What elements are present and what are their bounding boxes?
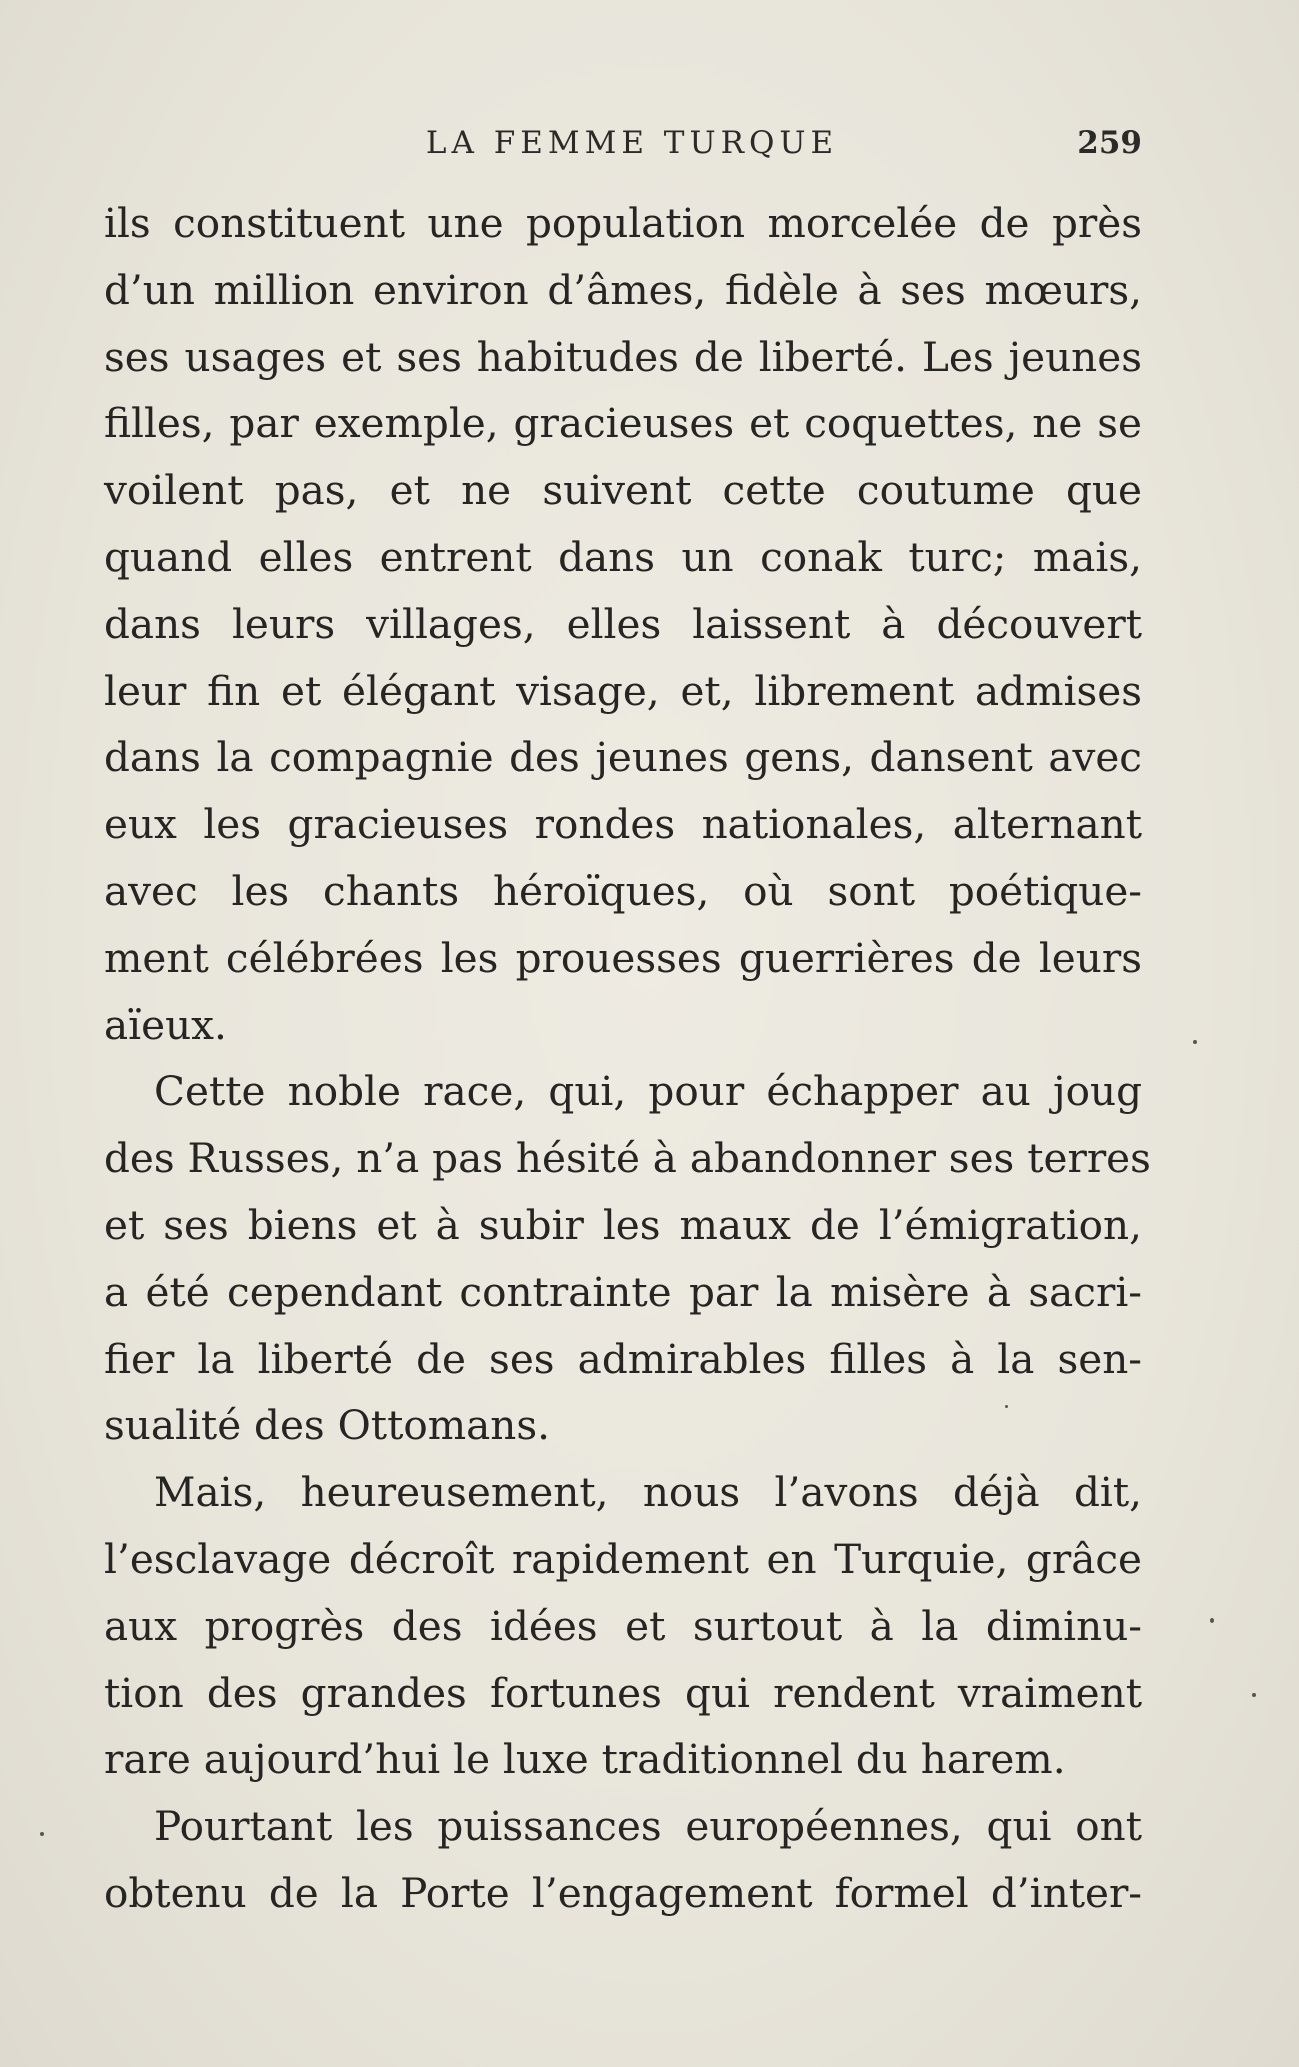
text-line: filles, par exemple, gracieuses et coquettes, ne se xyxy=(104,399,1142,448)
text-line: voilent pas, et ne suivent cette coutume que xyxy=(104,466,1142,515)
paper-speck xyxy=(1252,1693,1256,1697)
text-line: d’un million environ d’âmes, fidèle à ses mœurs, xyxy=(104,265,1142,314)
text-line: ses usages et ses habitudes de liberté. Les jeunes xyxy=(104,332,1142,381)
text-line: aux progrès des idées et surtout à la diminu- xyxy=(104,1601,1142,1650)
text-line: Mais, heureusement, nous l’avons déjà dit, xyxy=(154,1468,1142,1517)
page-number: 259 xyxy=(1077,125,1142,161)
text-line: l’esclavage décroît rapidement en Turquie, grâce xyxy=(104,1534,1142,1583)
text-line: ment célébrées les prouesses guerrières de leurs xyxy=(104,933,1142,982)
paper-speck xyxy=(1005,1405,1008,1408)
text-line: des Russes, n’a pas hésité à abandonner ses terres xyxy=(104,1134,1151,1183)
text-line: a été cependant contrainte par la misère à sacri- xyxy=(104,1267,1142,1316)
text-line: tion des grandes fortunes qui rendent vraiment xyxy=(104,1668,1142,1717)
text-line: obtenu de la Porte l’engagement formel d’inter- xyxy=(104,1868,1142,1917)
paper-speck xyxy=(1210,1618,1214,1623)
body-text xyxy=(104,190,1151,1927)
text-line: rare aujourd’hui le luxe traditionnel du harem. xyxy=(104,1735,1066,1784)
text-line: eux les gracieuses rondes nationales, alternant xyxy=(104,800,1142,849)
text-line: leur fin et élégant visage, et, librement admises xyxy=(104,666,1142,715)
text-line: Cette noble race, qui, pour échapper au joug xyxy=(154,1067,1142,1116)
paper-speck xyxy=(1193,1040,1197,1044)
text-line: et ses biens et à subir les maux de l’émigration, xyxy=(104,1200,1142,1249)
text-line: dans leurs villages, elles laissent à découvert xyxy=(104,599,1142,648)
paragraph xyxy=(104,190,1142,1058)
paragraph xyxy=(104,1793,1142,1927)
text-line: sualité des Ottomans. xyxy=(104,1401,551,1450)
running-title: LA FEMME TURQUE xyxy=(425,125,839,161)
text-line: quand elles entrent dans un conak turc; mais, xyxy=(104,532,1142,581)
text-line: fier la liberté de ses admirables filles à la sen- xyxy=(104,1334,1142,1383)
paragraph xyxy=(104,1459,1142,1793)
paper-speck xyxy=(40,1832,44,1836)
page-header xyxy=(104,118,1142,168)
text-line: aïeux. xyxy=(104,1000,227,1049)
text-line: dans la compagnie des jeunes gens, dansent avec xyxy=(104,733,1142,782)
paragraph xyxy=(104,1058,1151,1459)
text-line: ils constituent une population morcelée de près xyxy=(104,199,1142,247)
text-line: avec les chants héroïques, où sont poétique- xyxy=(104,866,1142,915)
text-line: Pourtant les puissances européennes, qui ont xyxy=(154,1802,1142,1851)
